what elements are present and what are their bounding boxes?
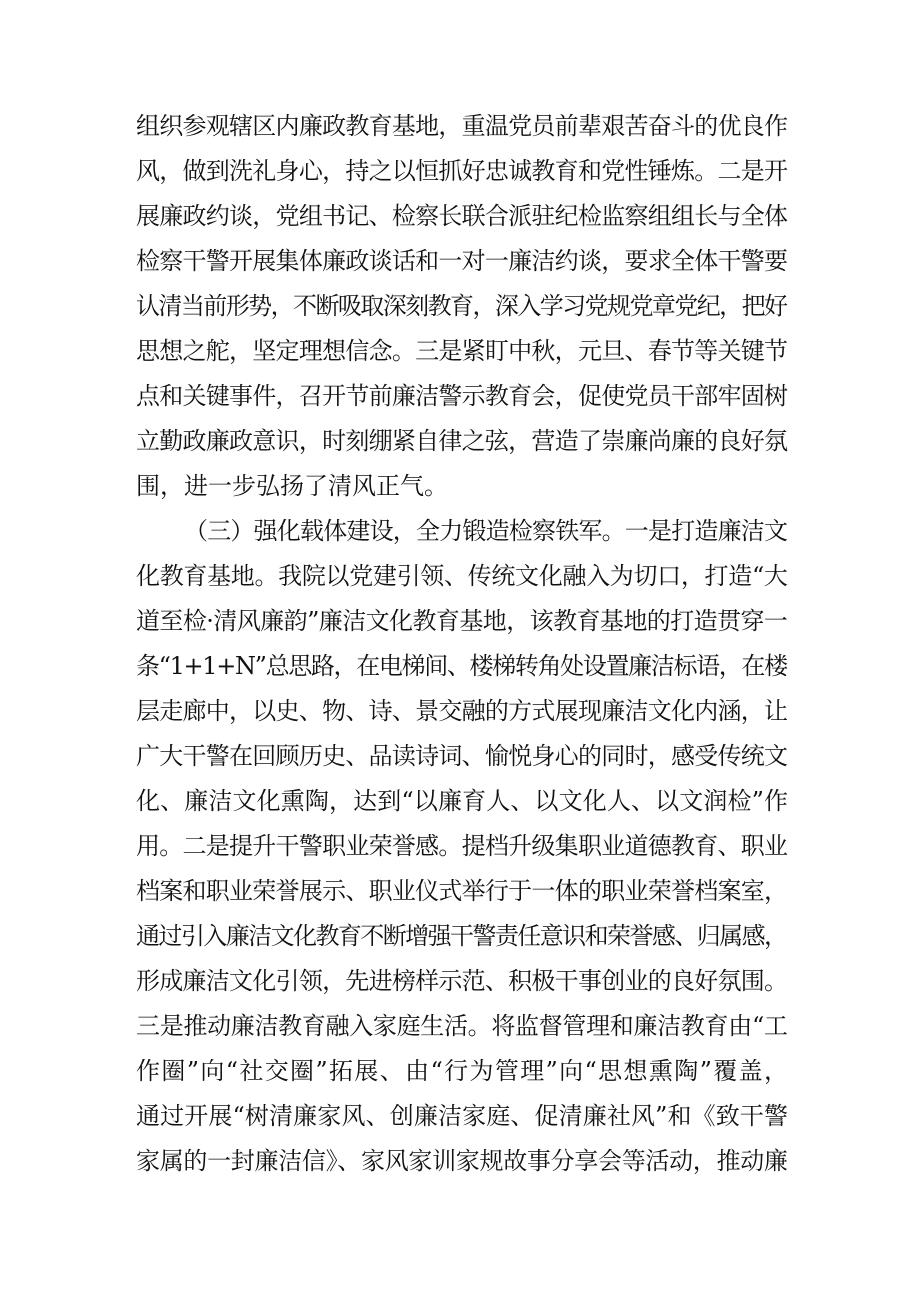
text-line: 点和关键事件，召开节前廉洁警示教育会，促使党员干部牢固树 [136, 382, 788, 410]
text-line: 思想之舵，坚定理想信念。三是紧盯中秋，元旦、春节等关键节 [136, 337, 788, 365]
text-line: 围，进一步弘扬了清风正气。 [136, 472, 448, 500]
text-line: 道至检·清风廉韵”廉洁文化教育基地，该教育基地的打造贯穿一 [136, 607, 788, 635]
text-line: 层走廊中，以史、物、诗、景交融的方式展现廉洁文化内涵，让 [136, 697, 788, 725]
text-line: 化、廉洁文化熏陶，达到“以廉育人、以文化人、以文润检”作 [136, 787, 789, 815]
text-line: 通过引入廉洁文化教育不断增强干警责任意识和荣誉感、归属感， [136, 922, 787, 950]
text-line: 形成廉洁文化引领，先进榜样示范、积极干事创业的良好氛围。 [136, 967, 788, 995]
text-line: 用。二是提升干警职业荣誉感。提档升级集职业道德教育、职业 [136, 832, 788, 860]
text-line: 风，做到洗礼身心，持之以恒抓好忠诚教育和党性锤炼。二是开 [136, 157, 788, 185]
text-line: 立勤政廉政意识，时刻绷紧自律之弦，营造了崇廉尚廉的良好氛 [136, 427, 788, 455]
text-line: 家属的一封廉洁信》、家风家训家规故事分享会等活动，推动廉 [136, 1147, 788, 1175]
text-line: 认清当前形势，不断吸取深刻教育，深入学习党规党章党纪，把好 [136, 292, 787, 320]
text-line: 广大干警在回顾历史、品读诗词、愉悦身心的同时，感受传统文 [136, 742, 788, 770]
text-line: 三是推动廉洁教育融入家庭生活。将监督管理和廉洁教育由“工 [136, 1012, 788, 1040]
section-heading-line: （三）强化载体建设，全力锻造检察铁军。一是打造廉洁文 [184, 517, 788, 545]
text-line: 通过开展“树清廉家风、创廉洁家庭、促清廉社风”和《致干警 [136, 1102, 789, 1130]
text-line: 档案和职业荣誉展示、职业仪式举行于一体的职业荣誉档案室， [136, 877, 788, 905]
text-line: 组织参观辖区内廉政教育基地，重温党员前辈艰苦奋斗的优良作 [136, 112, 788, 140]
text-line: 化教育基地。我院以党建引领、传统文化融入为切口，打造“大 [136, 562, 788, 590]
text-line: 作圈”向“社交圈”拓展、由“行为管理”向“思想熏陶”覆盖， [136, 1057, 790, 1085]
text-line: 展廉政约谈，党组书记、检察长联合派驻纪检监察组组长与全体 [136, 202, 788, 230]
text-line: 检察干警开展集体廉政谈话和一对一廉洁约谈，要求全体干警要 [136, 247, 788, 275]
text-line: 条“1+1+N”总思路，在电梯间、楼梯转角处设置廉洁标语，在楼 [136, 652, 787, 680]
